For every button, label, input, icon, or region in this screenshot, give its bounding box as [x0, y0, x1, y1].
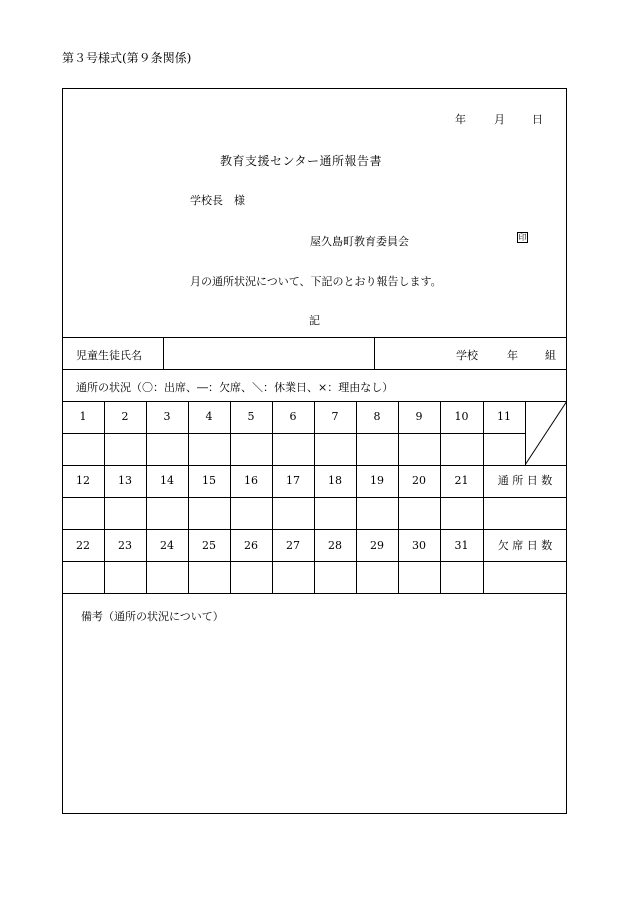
student-name-field[interactable] — [164, 338, 374, 369]
day-17: 17 — [286, 474, 300, 487]
day-7: 7 — [331, 410, 339, 423]
day-4: 4 — [205, 410, 213, 423]
day-20: 20 — [412, 474, 426, 487]
remarks-field[interactable] — [63, 594, 566, 813]
grade-label: 年 — [507, 349, 518, 362]
day-5: 5 — [247, 410, 255, 423]
day-6: 6 — [289, 410, 297, 423]
form-number: 第３号様式(第９条関係) — [62, 51, 192, 65]
day-26: 26 — [244, 539, 258, 552]
day-12: 12 — [76, 474, 90, 487]
school-label: 学校 — [456, 349, 478, 362]
day-28: 28 — [328, 539, 342, 552]
day-14: 14 — [160, 474, 174, 487]
date-day: 日 — [532, 113, 543, 126]
day-13: 13 — [118, 474, 132, 487]
day-22: 22 — [76, 539, 90, 552]
document-title: 教育支援センター通所報告書 — [220, 154, 383, 168]
student-name-label: 児童生徒氏名 — [76, 349, 142, 362]
class-label: 組 — [545, 349, 556, 362]
day-11: 11 — [497, 410, 511, 423]
day-10: 10 — [454, 410, 469, 423]
day-2: 2 — [121, 410, 129, 423]
day-24: 24 — [160, 539, 174, 552]
day-3: 3 — [163, 410, 171, 423]
seal-mark — [517, 232, 528, 243]
date-month: 月 — [494, 113, 505, 126]
day-21: 21 — [454, 474, 469, 487]
day-8: 8 — [373, 410, 381, 423]
day-25: 25 — [202, 539, 216, 552]
day-9: 9 — [415, 410, 423, 423]
addressee: 学校長 様 — [190, 194, 245, 207]
day-18: 18 — [328, 474, 342, 487]
day-30: 30 — [412, 539, 426, 552]
status-legend: 通所の状況（〇：出席、―：欠席、＼：休業日、×：理由なし） — [76, 381, 394, 394]
day-29: 29 — [370, 539, 384, 552]
ki-label: 記 — [309, 314, 320, 327]
intro-text: 月の通所状況について、下記のとおり報告します。 — [190, 275, 442, 288]
day-1: 1 — [79, 410, 87, 423]
seal-text: 印 — [518, 233, 527, 242]
sender-name: 屋久島町教育委員会 — [310, 235, 409, 248]
attendance-days-label: 通 所 日 数 — [497, 474, 553, 487]
absence-days-label: 欠 席 日 数 — [497, 539, 553, 552]
day-16: 16 — [244, 474, 258, 487]
remarks-label: 備考（通所の状況について） — [81, 610, 224, 623]
day-23: 23 — [118, 539, 132, 552]
day-31: 31 — [454, 539, 469, 552]
day-15: 15 — [202, 474, 216, 487]
date-year: 年 — [455, 113, 466, 126]
day-19: 19 — [370, 474, 384, 487]
unused-cell-slash — [525, 401, 567, 465]
day-27: 27 — [286, 539, 300, 552]
